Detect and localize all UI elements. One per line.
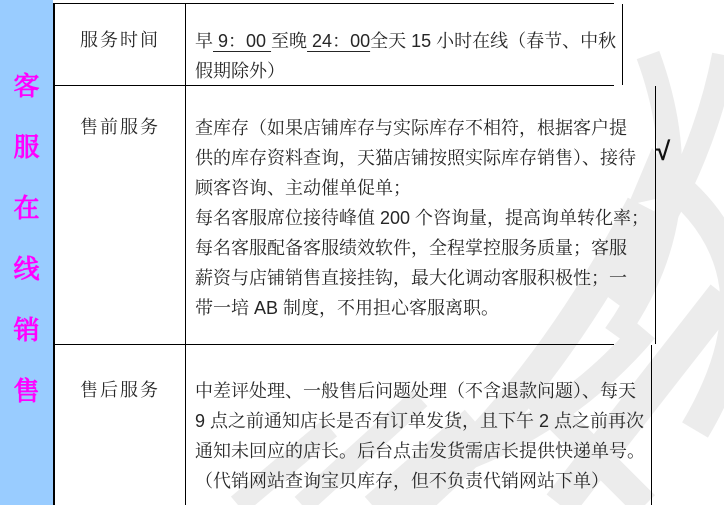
service-schedule-table <box>53 3 650 505</box>
row-header-presale-service: 售前服务 <box>55 86 186 344</box>
content-line: 查库存（如果店铺库存与实际库存不相符，根据客户提 <box>195 118 627 138</box>
content-line <box>195 26 616 56</box>
text-segment: 至晚 <box>271 31 308 51</box>
vertical-title-char: 销 <box>13 315 40 345</box>
vertical-title-bar <box>0 0 53 505</box>
text-segment: 早 <box>195 31 213 51</box>
row-header-service-hours: 服务时间 <box>55 4 186 85</box>
vertical-title-char: 在 <box>13 193 40 223</box>
row-content-aftersale-service <box>186 345 652 505</box>
table-row-presale-service <box>55 86 650 345</box>
vertical-title-char: 服 <box>13 132 40 162</box>
content-line: 每名客服席位接待峰值 200 个咨询量，提高询单转化率； <box>195 208 650 228</box>
checkmark-annotation: √ <box>656 136 671 166</box>
underlined-time-end: 24：00 <box>307 31 371 51</box>
content-line: 带一培 AB 制度，不用担心客服离职。 <box>195 298 500 318</box>
row-header-aftersale-service: 售后服务 <box>55 345 186 505</box>
underlined-time-start: 9：00 <box>213 31 272 51</box>
content-line: 中差评处理、一般售后问题处理（不含退款问题）、每天 <box>195 381 636 401</box>
content-line: 薪资与店铺销售直接挂钩，最大化调动客服积极性；一 <box>195 268 627 288</box>
content-line: 9 点之前通知店长是否有订单发货，且下午 2 点之前再次 <box>195 411 645 431</box>
content-line: 供的库存资料查询，天猫店铺按照实际库存销售）、接待 <box>195 148 636 168</box>
vertical-title-char: 售 <box>13 376 40 406</box>
content-line: 顾客咨询、主动催单促单； <box>195 178 411 198</box>
row-content-service-hours <box>186 4 623 85</box>
content-line: 通知未回应的店长。后台点击发货需店长提供快递单号。 <box>195 441 645 461</box>
content-line: 每名客服配备客服绩效软件，全程掌控服务质量；客服 <box>195 238 627 258</box>
content-line: （代销网站查询宝贝库存，但不负责代销网站下单） <box>195 471 609 491</box>
content-line: 假期除外） <box>195 61 285 81</box>
row-content-presale-service <box>186 86 656 344</box>
text-segment: 全天 15 小时在线（春节、中秋 <box>370 31 617 51</box>
vertical-title-char: 线 <box>13 254 40 284</box>
table-row-service-hours <box>55 4 617 86</box>
vertical-title-char: 客 <box>13 71 40 101</box>
table-row-aftersale-service <box>55 345 645 505</box>
